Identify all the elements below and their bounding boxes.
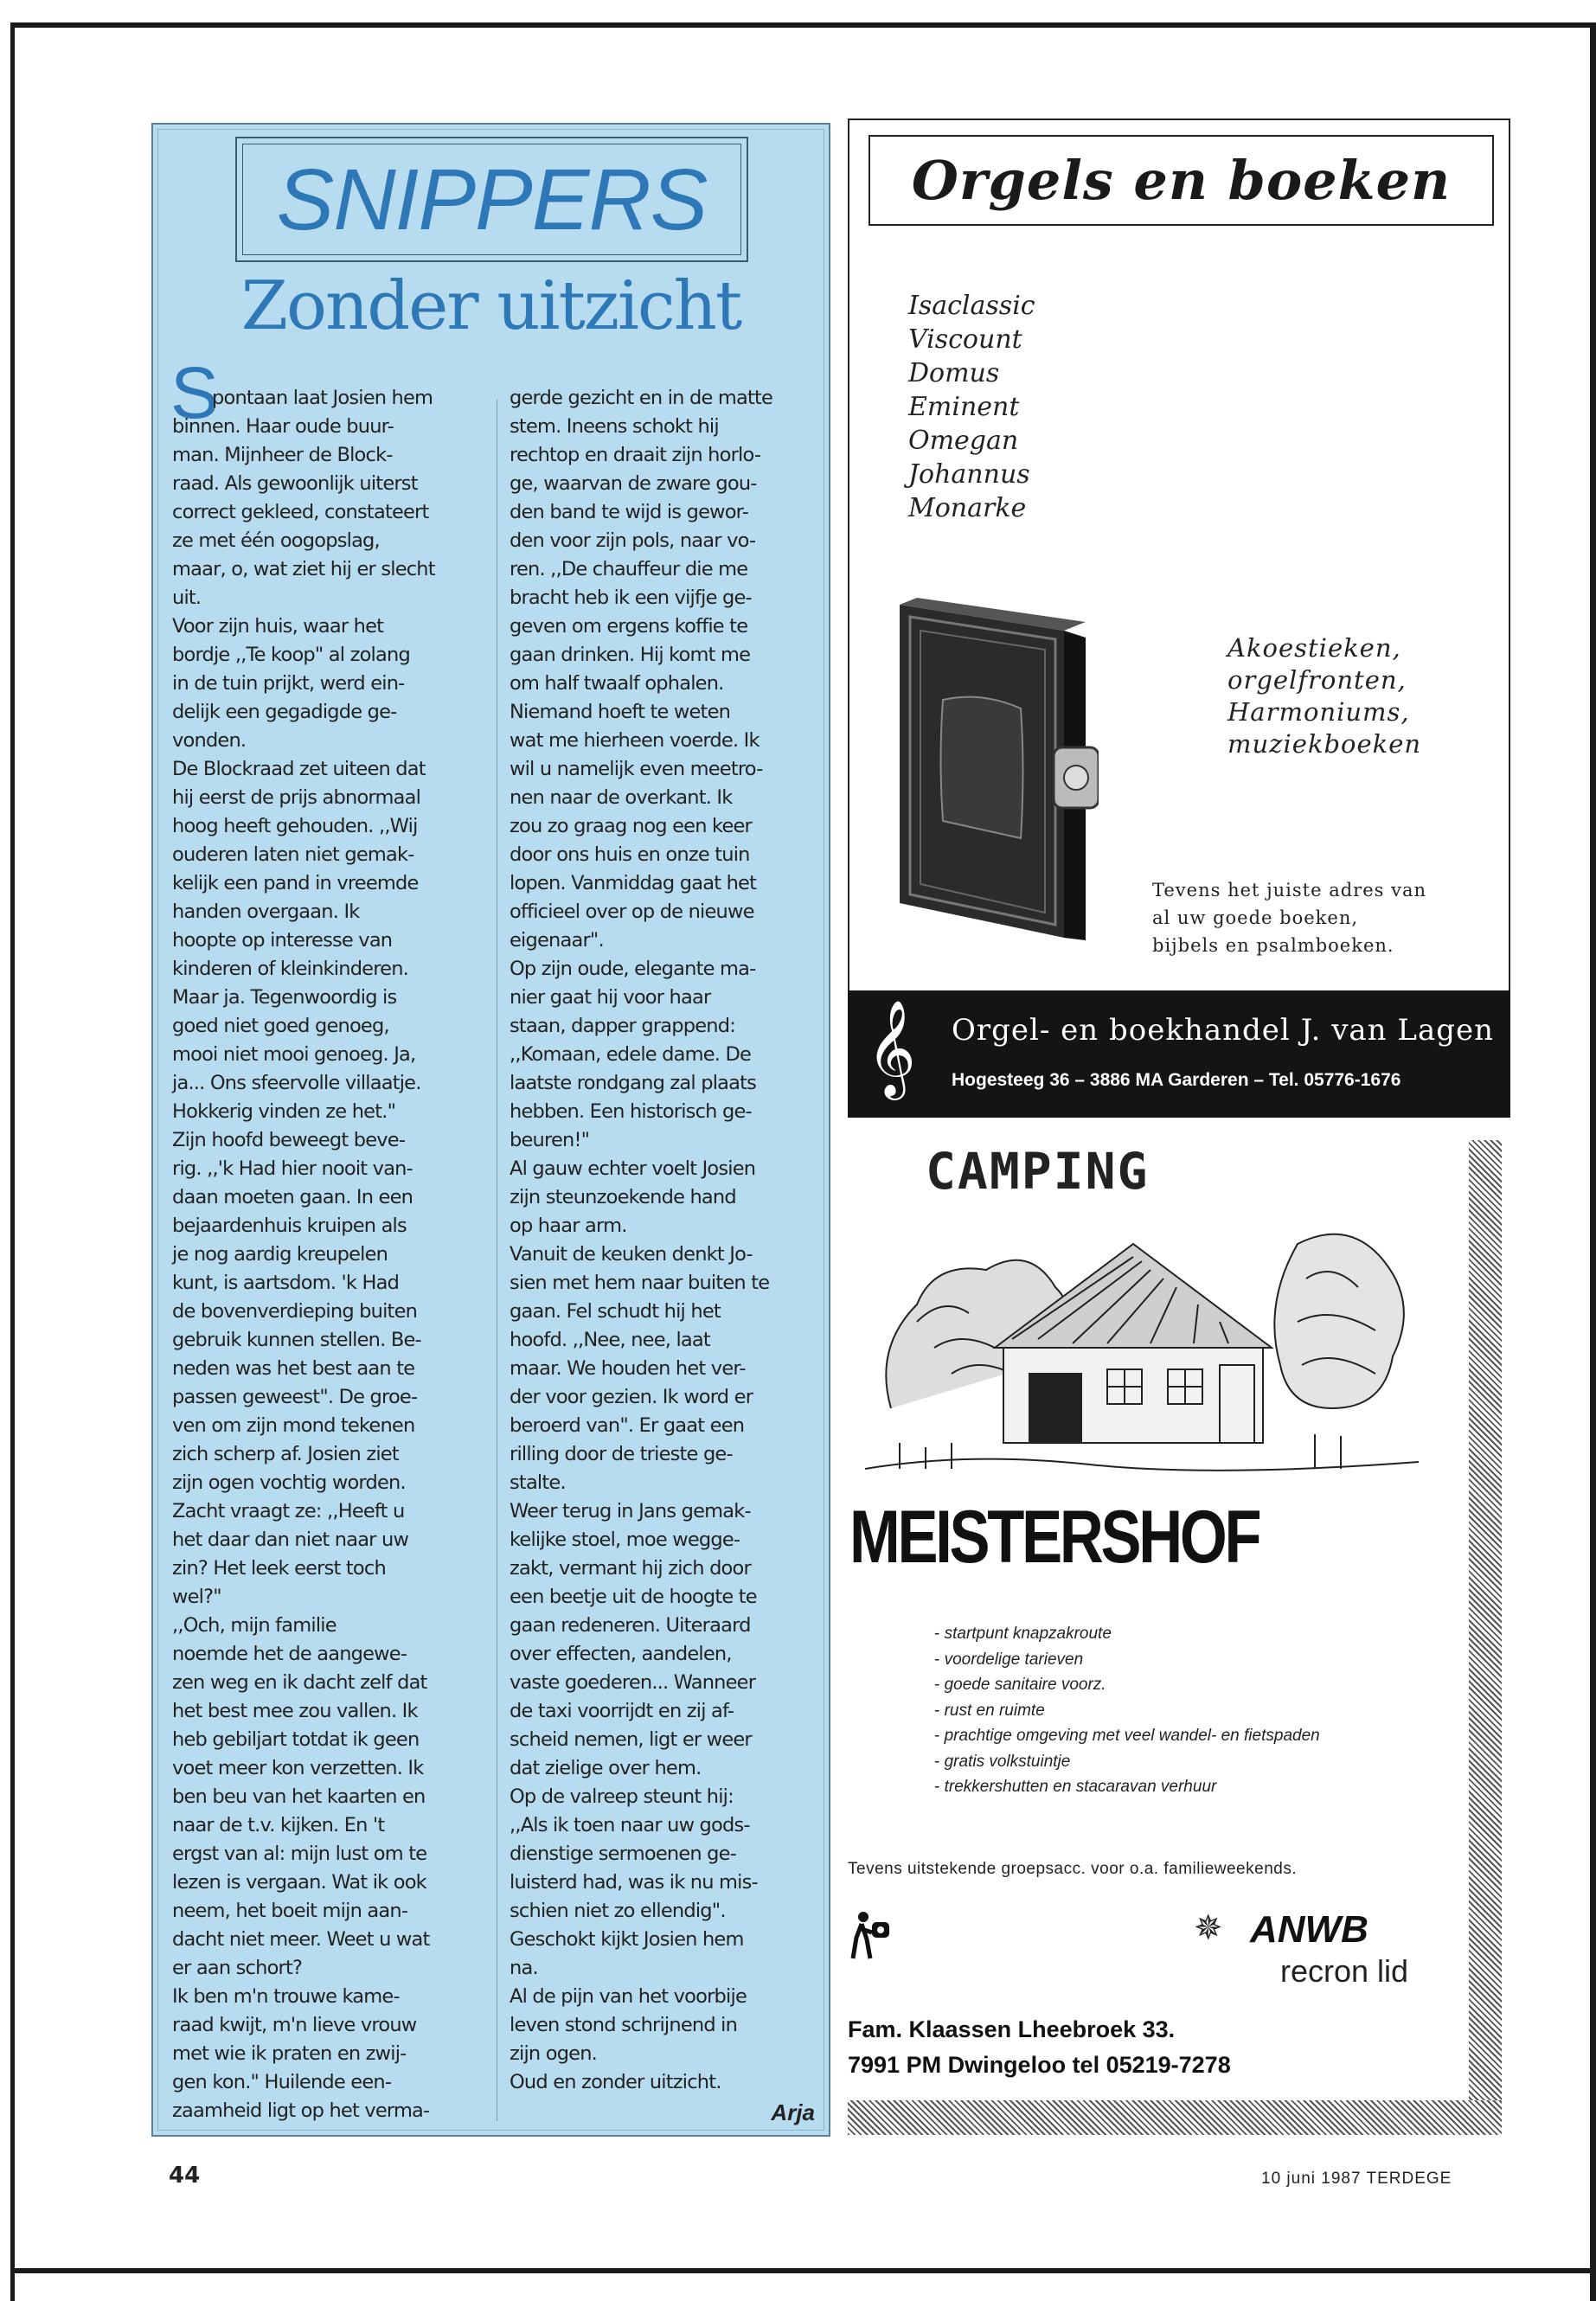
- article-line: Zijn hoofd beweegt beve-: [172, 1129, 406, 1151]
- article-line: nier gaat hij voor haar: [510, 986, 711, 1009]
- article-line: gen kon." Huilende een-: [172, 2071, 392, 2093]
- article-line: hebben. Een historisch ge-: [510, 1100, 752, 1123]
- organ-brand: Omegan: [908, 426, 1019, 456]
- contact-address: [848, 2012, 1231, 2083]
- article-line: De Blockraad zet uiteen dat: [172, 758, 426, 780]
- article-line: om half twaalf ophalen.: [510, 672, 724, 695]
- article-line: binnen. Haar oude buur-: [172, 415, 394, 438]
- article-line: Weer terug in Jans gemak-: [510, 1500, 751, 1522]
- article-line: raad. Als gewoonlijk uiterst: [172, 472, 418, 495]
- orgels-title-box: [869, 135, 1494, 226]
- article-line: dienstige sermoenen ge-: [510, 1843, 737, 1865]
- contact-line: 7991 PM Dwingeloo tel 05219-7278: [848, 2052, 1231, 2078]
- article-title: Zonder uitzicht: [240, 267, 741, 345]
- article-line: hoofd. ,,Nee, nee, laat: [510, 1329, 710, 1351]
- article-line: door ons huis en onze tuin: [510, 843, 750, 866]
- article-line: Zacht vraagt ze: ,,Heeft u: [172, 1500, 405, 1522]
- organ-brand: Domus: [908, 358, 1000, 388]
- article-line: leven stond schrijnend in: [510, 2014, 738, 2036]
- group-accommodation-note: Tevens uitstekende groepsacc. voor o.a. familieweekends.: [848, 1860, 1298, 1878]
- dotted-border: [1469, 1140, 1502, 2135]
- article-line: wat me hierheen voerde. Ik: [510, 729, 760, 752]
- article-author: Arja: [771, 2099, 815, 2125]
- article-line: het daar dan niet naar uw: [172, 1529, 409, 1551]
- article-line: neden was het best aan te: [172, 1357, 415, 1380]
- campsite-name: MEISTERSHOF: [849, 1496, 1259, 1579]
- feature-item: - rust en ruimte: [934, 1698, 1320, 1724]
- organ-brand: Isaclassic: [908, 291, 1035, 321]
- article-line: zakt, vermant hij zich door: [510, 1557, 751, 1580]
- article-line: officieel over op de nieuwe: [510, 901, 754, 923]
- article-column-right: [510, 384, 821, 2097]
- article-line: beuren!": [510, 1129, 590, 1151]
- article-line: rilling door de trieste ge-: [510, 1443, 733, 1465]
- article-line: zijn steunzoekende hand: [510, 1186, 736, 1208]
- drop-cap: S: [170, 352, 220, 433]
- organ-brand: Viscount: [908, 324, 1022, 355]
- article-line: kinderen of kleinkinderen.: [172, 958, 409, 980]
- books-note-line: al uw goede boeken,: [1152, 907, 1359, 928]
- article-line: een beetje uit de hoogte te: [510, 1586, 757, 1608]
- farmhouse-illustration: [865, 1209, 1419, 1495]
- article-line: mooi niet mooi genoeg. Ja,: [172, 1043, 416, 1066]
- organ-brand: Eminent: [908, 392, 1020, 422]
- article-line: bracht heb ik een vijfje ge-: [510, 586, 752, 609]
- article-line: lezen is vergaan. Wat ik ook: [172, 1871, 426, 1894]
- article-line: Al gauw echter voelt Josien: [510, 1157, 756, 1180]
- article-line: kelijke stoel, moe wegge-: [510, 1529, 740, 1551]
- article-line: lopen. Vanmiddag gaat het: [510, 872, 757, 894]
- article-line: ben beu van het kaarten en: [172, 1785, 426, 1808]
- article-line: gaan. Fel schudt hij het: [510, 1300, 721, 1323]
- article-line: hoopte op interesse van: [172, 929, 393, 952]
- article-line: heb gebiljart totdat ik geen: [172, 1728, 420, 1751]
- article-line: het best mee zou vallen. Ik: [172, 1700, 418, 1722]
- article-line: dat zielige over hem.: [510, 1757, 702, 1779]
- page-border: [10, 22, 15, 2301]
- article-line: Maar ja. Tegenwoordig is: [172, 986, 397, 1009]
- article-line: neem, het boeit mijn aan-: [172, 1900, 408, 1922]
- feature-list: [934, 1621, 1320, 1800]
- article-line: nen naar de overkant. Ik: [510, 786, 733, 809]
- feature-item: - startpunt knapzakroute: [934, 1621, 1320, 1647]
- feature-item: - prachtige omgeving met veel wandel- en fietspaden: [934, 1723, 1320, 1749]
- books-note: [1152, 876, 1426, 959]
- article-line: dacht niet meer. Weet u wat: [172, 1928, 430, 1951]
- bible-book-illustration: [891, 596, 1099, 951]
- article-line: stalte.: [510, 1471, 566, 1494]
- article-line: der voor gezien. Ik word er: [510, 1386, 753, 1408]
- article-line: man. Mijnheer de Block-: [172, 444, 393, 466]
- dotted-border: [848, 2100, 1502, 2135]
- article-line: kelijk een pand in vreemde: [172, 872, 419, 894]
- article-line: hij eerst de prijs abnormaal: [172, 786, 421, 809]
- article-line: zen weg en ik dacht zelf dat: [172, 1671, 427, 1694]
- article-line: er aan schort?: [172, 1957, 303, 1979]
- article-line: over effecten, aandelen,: [510, 1643, 732, 1665]
- service-item: orgelfronten,: [1227, 665, 1407, 695]
- hiker-icon: [849, 1910, 893, 1960]
- article-line: zin? Het leek eerst toch: [172, 1557, 386, 1580]
- article-line: gerde gezicht en in de matte: [510, 387, 773, 409]
- shop-banner: [848, 990, 1510, 1118]
- organ-brand-list: [908, 289, 1035, 525]
- article-line: Geschokt kijkt Josien hem: [510, 1928, 744, 1951]
- article-line: delijk een gegadigde ge-: [172, 701, 397, 723]
- article-line: vaste goederen... Wanneer: [510, 1671, 756, 1694]
- orgels-title: Orgels en boeken: [911, 149, 1452, 212]
- article-line: Voor zijn huis, waar het: [172, 615, 384, 638]
- article-line: na.: [510, 1957, 538, 1979]
- article-line: naar de t.v. kijken. En 't: [172, 1814, 385, 1836]
- organ-brand: Johannus: [908, 459, 1030, 490]
- article-line: correct gekleed, constateert: [172, 501, 429, 523]
- article-column-left: [172, 384, 492, 2125]
- article-line: in de tuin prijkt, werd ein-: [172, 672, 405, 695]
- shop-name: Orgel- en boekhandel J. van Lagen: [952, 1013, 1495, 1048]
- article-line: eigenaar".: [510, 929, 604, 952]
- recron-label: recron lid: [1280, 1953, 1409, 1989]
- issue-date: 10 juni 1987 TERDEGE: [1261, 2170, 1452, 2188]
- article-line: zijn ogen vochtig worden.: [172, 1471, 406, 1494]
- article-line: maar, o, wat ziet hij er slecht: [172, 558, 435, 580]
- article-line: hoog heeft gehouden. ,,Wij: [172, 815, 418, 837]
- page-border: [10, 22, 1596, 28]
- article-line: Op de valreep steunt hij:: [510, 1785, 734, 1808]
- article-line: ren. ,,De chauffeur die me: [510, 558, 748, 580]
- article-line: den band te wijd is gewor-: [510, 501, 749, 523]
- page-border: [10, 2268, 1596, 2273]
- article-line: staan, dapper grappend:: [510, 1015, 736, 1037]
- shop-address: Hogesteeg 36 – 3886 MA Garderen – Tel. 05776-1676: [952, 1070, 1401, 1090]
- article-line: beroerd van". Er gaat een: [510, 1414, 745, 1437]
- article-line: Niemand hoeft te weten: [510, 701, 731, 723]
- anwb-logo-icon: ✵: [1194, 1908, 1223, 1948]
- snippers-label: SNIPPERS: [276, 151, 708, 248]
- article-line: noemde het de aangewe-: [172, 1643, 407, 1665]
- article-line: gaan redeneren. Uiteraard: [510, 1614, 751, 1637]
- article-line: Ik ben m'n trouwe kame-: [172, 1985, 400, 2008]
- article-line: scheid nemen, ligt er weer: [510, 1728, 752, 1751]
- feature-item: - gratis volkstuintje: [934, 1749, 1320, 1775]
- camping-advertisement: [848, 1140, 1531, 2135]
- article-line: met wie ik praten en zwij-: [172, 2042, 407, 2065]
- article-line: Vanuit de keuken denkt Jo-: [510, 1243, 753, 1266]
- services-list: [1227, 632, 1421, 760]
- article-line: stem. Ineens schokt hij: [510, 415, 719, 438]
- feature-item: - goede sanitaire voorz.: [934, 1672, 1320, 1698]
- article-line: wel?": [172, 1586, 221, 1608]
- article-line: voet meer kon verzetten. Ik: [172, 1757, 424, 1779]
- article-line: goed niet goed genoeg,: [172, 1015, 389, 1037]
- books-note-line: Tevens het juiste adres van: [1152, 880, 1427, 901]
- feature-item: - voordelige tarieven: [934, 1647, 1320, 1673]
- article-line: Op zijn oude, elegante ma-: [510, 958, 756, 980]
- article-line: de bovenverdieping buiten: [172, 1300, 418, 1323]
- organ-brand: Monarke: [908, 493, 1027, 523]
- anwb-label: ANWB: [1250, 1908, 1368, 1951]
- article-line: ze met één oogopslag,: [172, 529, 380, 552]
- article-line: rechtop en draait zijn horlo-: [510, 444, 761, 466]
- article-line: gebruik kunnen stellen. Be-: [172, 1329, 421, 1351]
- article-line: bejaardenhuis kruipen als: [172, 1215, 407, 1237]
- orgels-advertisement: [848, 119, 1510, 1118]
- article-line: zou zo graag nog een keer: [510, 815, 752, 837]
- article-line: uit.: [172, 586, 202, 609]
- article-line: vonden.: [172, 729, 247, 752]
- article-line: ouderen laten niet gemak-: [172, 843, 414, 866]
- article-line: ven om zijn mond tekenen: [172, 1414, 415, 1437]
- article-line: daan moeten gaan. In een: [172, 1186, 413, 1208]
- article-line: Hokkerig vinden ze het.": [172, 1100, 396, 1123]
- article-line: schien niet zo ellendig".: [510, 1900, 726, 1922]
- service-item: muziekboeken: [1227, 729, 1422, 759]
- article-line: je nog aardig kreupelen: [172, 1243, 388, 1266]
- article-line: zijn ogen.: [510, 2042, 598, 2065]
- article-line: den voor zijn pols, naar vo-: [510, 529, 756, 552]
- treble-clef-icon: 𝄞: [867, 999, 916, 1096]
- article-line: Oud en zonder uitzicht.: [510, 2071, 721, 2093]
- article-line: luisterd had, was ik nu mis-: [510, 1871, 758, 1894]
- article-line: zaamheid ligt op het verma-: [172, 2099, 430, 2122]
- snippers-label-box: [235, 137, 748, 262]
- article-line: ge, waarvan de zware gou-: [510, 472, 757, 495]
- article-line: ,,Komaan, edele dame. De: [510, 1043, 752, 1066]
- article-line: passen geweest". De groe-: [172, 1386, 418, 1408]
- page-border: [1590, 22, 1596, 2301]
- article-line: sien met hem naar buiten te: [510, 1272, 770, 1294]
- camping-heading: CAMPING: [926, 1142, 1150, 1201]
- article-line: handen overgaan. Ik: [172, 901, 360, 923]
- service-item: Harmoniums,: [1227, 697, 1410, 727]
- books-note-line: bijbels en psalmboeken.: [1152, 935, 1394, 956]
- article-line: ,,Och, mijn familie: [172, 1614, 337, 1637]
- article-line: Al de pijn van het voorbije: [510, 1985, 747, 2008]
- article-line: laatste rondgang zal plaats: [510, 1072, 757, 1094]
- article-line: bordje ,,Te koop" al zolang: [172, 644, 410, 666]
- article-line: maar. We houden het ver-: [510, 1357, 746, 1380]
- article-line: ergst van al: mijn lust om te: [172, 1843, 427, 1865]
- page-number: 44: [169, 2163, 201, 2189]
- contact-line: Fam. Klaassen Lheebroek 33.: [848, 2016, 1176, 2042]
- article-line: ja... Ons sfeervolle villaatje.: [172, 1072, 421, 1094]
- article-line: pontaan laat Josien hem: [212, 387, 433, 409]
- article-line: wil u namelijk even meetro-: [510, 758, 763, 780]
- article-line: op haar arm.: [510, 1215, 627, 1237]
- article-line: zich scherp af. Josien ziet: [172, 1443, 399, 1465]
- article-line: ,,Als ik toen naar uw gods-: [510, 1814, 750, 1836]
- article-line: geven om ergens koffie te: [510, 615, 748, 638]
- article-line: raad kwijt, m'n lieve vrouw: [172, 2014, 417, 2036]
- snippers-column: [151, 123, 830, 2137]
- service-item: Akoestieken,: [1227, 633, 1401, 663]
- article-line: kunt, is aartsdom. 'k Had: [172, 1272, 400, 1294]
- feature-item: - trekkershutten en stacaravan verhuur: [934, 1774, 1320, 1800]
- article-line: rig. ,,'k Had hier nooit van-: [172, 1157, 413, 1180]
- article-line: gaan drinken. Hij komt me: [510, 644, 751, 666]
- article-line: de taxi voorrijdt en zij af-: [510, 1700, 734, 1722]
